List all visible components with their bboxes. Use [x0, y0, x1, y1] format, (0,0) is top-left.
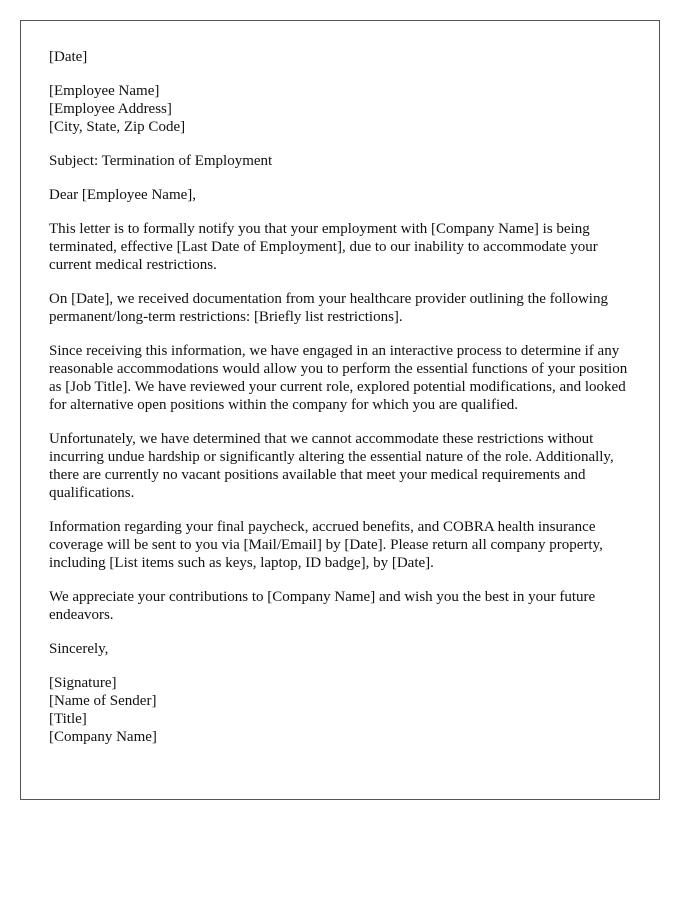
sender-company: [Company Name] — [49, 729, 157, 745]
signature-line: [Signature] — [49, 675, 117, 691]
body-paragraph-5: Information regarding your final paycheck, accrued benefits, and COBRA health insurance coverage will be sent to you via [Mail/Email] by [Date]. Please return all company property, including [List items such as keys, laptop, ID badge], by [Date]. — [49, 519, 603, 571]
body-paragraph-1: This letter is to formally notify you that your employment with [Company Name] is being terminated, effective [Last Date of Employment], due to our inability to accommodate your current medical restrictions. — [49, 221, 598, 273]
recipient-name: [Employee Name] — [49, 83, 160, 99]
body-paragraph-3: Since receiving this information, we have engaged in an interactive process to determine if any reasonable accommodations would allow you to perform the essential functions of your position as [Job Title]. We have reviewed your current role, explored potential modifications, and looked for alternative open positions within the company for which you are qualified. — [49, 343, 628, 413]
body-paragraph-2: On [Date], we received documentation from your healthcare provider outlining the following permanent/long-term restrictions: [Briefly list restrictions]. — [49, 291, 608, 325]
recipient-address-block — [49, 82, 631, 136]
letter-document — [20, 20, 660, 800]
sender-name: [Name of Sender] — [49, 693, 157, 709]
body-paragraph-4: Unfortunately, we have determined that we cannot accommodate these restrictions without incurring undue hardship or significantly altering the essential nature of the role. Additionally, there are currently no vacant positions available that meet your medical requirements and qualifications. — [49, 431, 614, 501]
letter-closing: Sincerely, — [49, 641, 109, 657]
sender-title: [Title] — [49, 711, 87, 727]
letter-subject: Subject: Termination of Employment — [49, 153, 273, 169]
letter-salutation: Dear [Employee Name], — [49, 187, 197, 203]
recipient-city-state-zip: [City, State, Zip Code] — [49, 119, 186, 135]
recipient-address: [Employee Address] — [49, 101, 172, 117]
signature-block — [49, 674, 631, 746]
letter-date: [Date] — [49, 49, 88, 65]
body-paragraph-6: We appreciate your contributions to [Company Name] and wish you the best in your future endeavors. — [49, 589, 596, 623]
